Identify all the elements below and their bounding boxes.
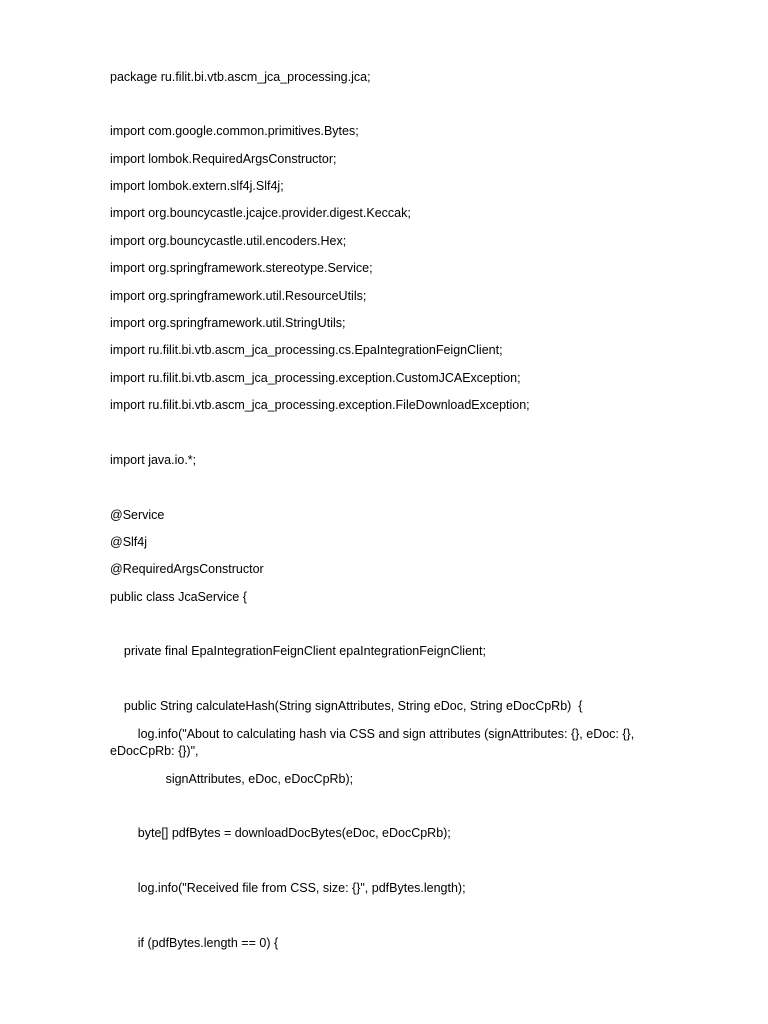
import-line: import org.springframework.util.StringUtils;	[110, 316, 346, 330]
import-line: import java.io.*;	[110, 453, 197, 467]
import-line: import lombok.extern.slf4j.Slf4j;	[110, 179, 284, 193]
annotation-line: @RequiredArgsConstructor	[110, 562, 264, 576]
import-line: import ru.filit.bi.vtb.ascm_jca_processing.exception.FileDownloadException;	[110, 398, 530, 412]
import-line: import lombok.RequiredArgsConstructor;	[110, 152, 337, 166]
code-line: log.info("About to calculating hash via CSS and sign attributes (signAttributes: {}, eDoc: {}, eDocCpRb: {})",	[110, 727, 638, 758]
field-declaration: private final EpaIntegrationFeignClient epaIntegrationFeignClient;	[110, 644, 486, 658]
import-line: import org.bouncycastle.jcajce.provider.digest.Keccak;	[110, 206, 411, 220]
import-line: import ru.filit.bi.vtb.ascm_jca_processing.exception.CustomJCAException;	[110, 371, 521, 385]
import-line: import org.springframework.util.ResourceUtils;	[110, 289, 367, 303]
annotation-line: @Slf4j	[110, 535, 148, 549]
import-line: import com.google.common.primitives.Bytes;	[110, 124, 359, 138]
class-declaration: public class JcaService {	[110, 590, 247, 604]
code-line: byte[] pdfBytes = downloadDocBytes(eDoc, eDocCpRb);	[110, 826, 451, 840]
method-signature: public String calculateHash(String signAttributes, String eDoc, String eDocCpRb) {	[110, 699, 583, 713]
import-line: import org.springframework.stereotype.Service;	[110, 261, 373, 275]
code-line: log.info("Received file from CSS, size: {}", pdfBytes.length);	[110, 881, 466, 895]
code-line: signAttributes, eDoc, eDocCpRb);	[110, 772, 354, 786]
import-line: import org.bouncycastle.util.encoders.Hex;	[110, 234, 347, 248]
import-line: import ru.filit.bi.vtb.ascm_jca_processing.cs.EpaIntegrationFeignClient;	[110, 343, 503, 357]
code-line: if (pdfBytes.length == 0) {	[110, 936, 279, 950]
annotation-line: @Service	[110, 508, 165, 522]
package-declaration: package ru.filit.bi.vtb.ascm_jca_processing.jca;	[110, 70, 371, 84]
